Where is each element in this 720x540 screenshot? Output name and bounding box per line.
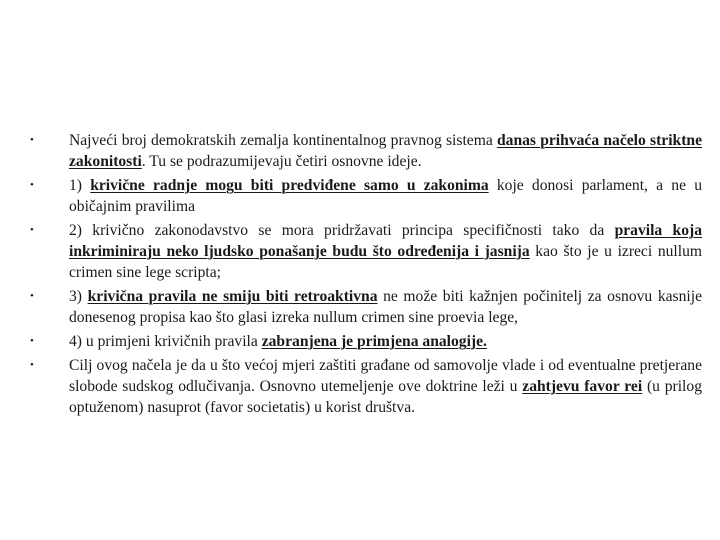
text-segment: kao što je u izreci nullum crimen sine lege scripta; bbox=[69, 243, 702, 281]
emphasis-text: danas prihvaća načelo striktne zakonitosti bbox=[69, 132, 702, 170]
bullet-item bbox=[30, 220, 702, 283]
bullet-icon: • bbox=[30, 359, 34, 371]
text-segment: ne može biti kažnjen počinitelj za osnovu kasnije donesenog propisa kao što glasi izreka nullum crimen sine proevia lege, bbox=[69, 288, 702, 326]
bullet-item bbox=[30, 355, 702, 418]
bullet-item bbox=[30, 130, 702, 172]
text-segment: (u prilog optuženom) nasuprot (favor societatis) u korist društva. bbox=[69, 378, 702, 416]
bullet-list bbox=[30, 130, 702, 418]
bullet-icon: • bbox=[30, 224, 34, 236]
emphasis-text: zabranjena je primjena analogije. bbox=[261, 333, 487, 350]
emphasis-text: krivične radnje mogu biti predviđene samo u zakonima bbox=[90, 177, 489, 194]
emphasis-text: zahtjevu favor rei bbox=[522, 378, 643, 395]
bullet-icon: • bbox=[30, 290, 34, 302]
bullet-item bbox=[30, 331, 702, 352]
text-segment: koje donosi parlament, a ne u običajnim pravilima bbox=[69, 177, 702, 215]
bullet-text bbox=[69, 357, 702, 416]
bullet-icon: • bbox=[30, 134, 34, 146]
text-segment: 4) u primjeni krivičnih pravila bbox=[69, 333, 262, 350]
emphasis-text: pravila koja inkriminiraju neko ljudsko ponašanje budu što određenija i jasnija bbox=[69, 222, 702, 260]
text-segment: 2) krivično zakonodavstvo se mora pridržavati principa specifičnosti tako da bbox=[69, 222, 615, 239]
bullet-text bbox=[69, 222, 702, 281]
text-segment: Najveći broj demokratskih zemalja kontinentalnog pravnog sistema bbox=[69, 132, 497, 149]
bullet-text bbox=[69, 288, 702, 326]
bullet-text bbox=[69, 177, 702, 215]
text-segment: 1) bbox=[69, 177, 91, 194]
bullet-text bbox=[69, 132, 702, 170]
emphasis-text: krivična pravila ne smiju biti retroaktivna bbox=[87, 288, 378, 305]
text-segment: . Tu se podrazumijevaju četiri osnovne ideje. bbox=[141, 153, 422, 170]
text-segment: Cilj ovog načela je da u što većoj mjeri zaštiti građane od samovolje vlade i od eventualne pretjerane slobode sudskog odlučivanja. Osnovno utemeljenje ove doktrine leži u bbox=[69, 357, 702, 395]
bullet-icon: • bbox=[30, 179, 34, 191]
bullet-item bbox=[30, 286, 702, 328]
bullet-text bbox=[69, 333, 487, 350]
bullet-item bbox=[30, 175, 702, 217]
bullet-icon: • bbox=[30, 335, 34, 347]
text-segment: 3) bbox=[69, 288, 88, 305]
